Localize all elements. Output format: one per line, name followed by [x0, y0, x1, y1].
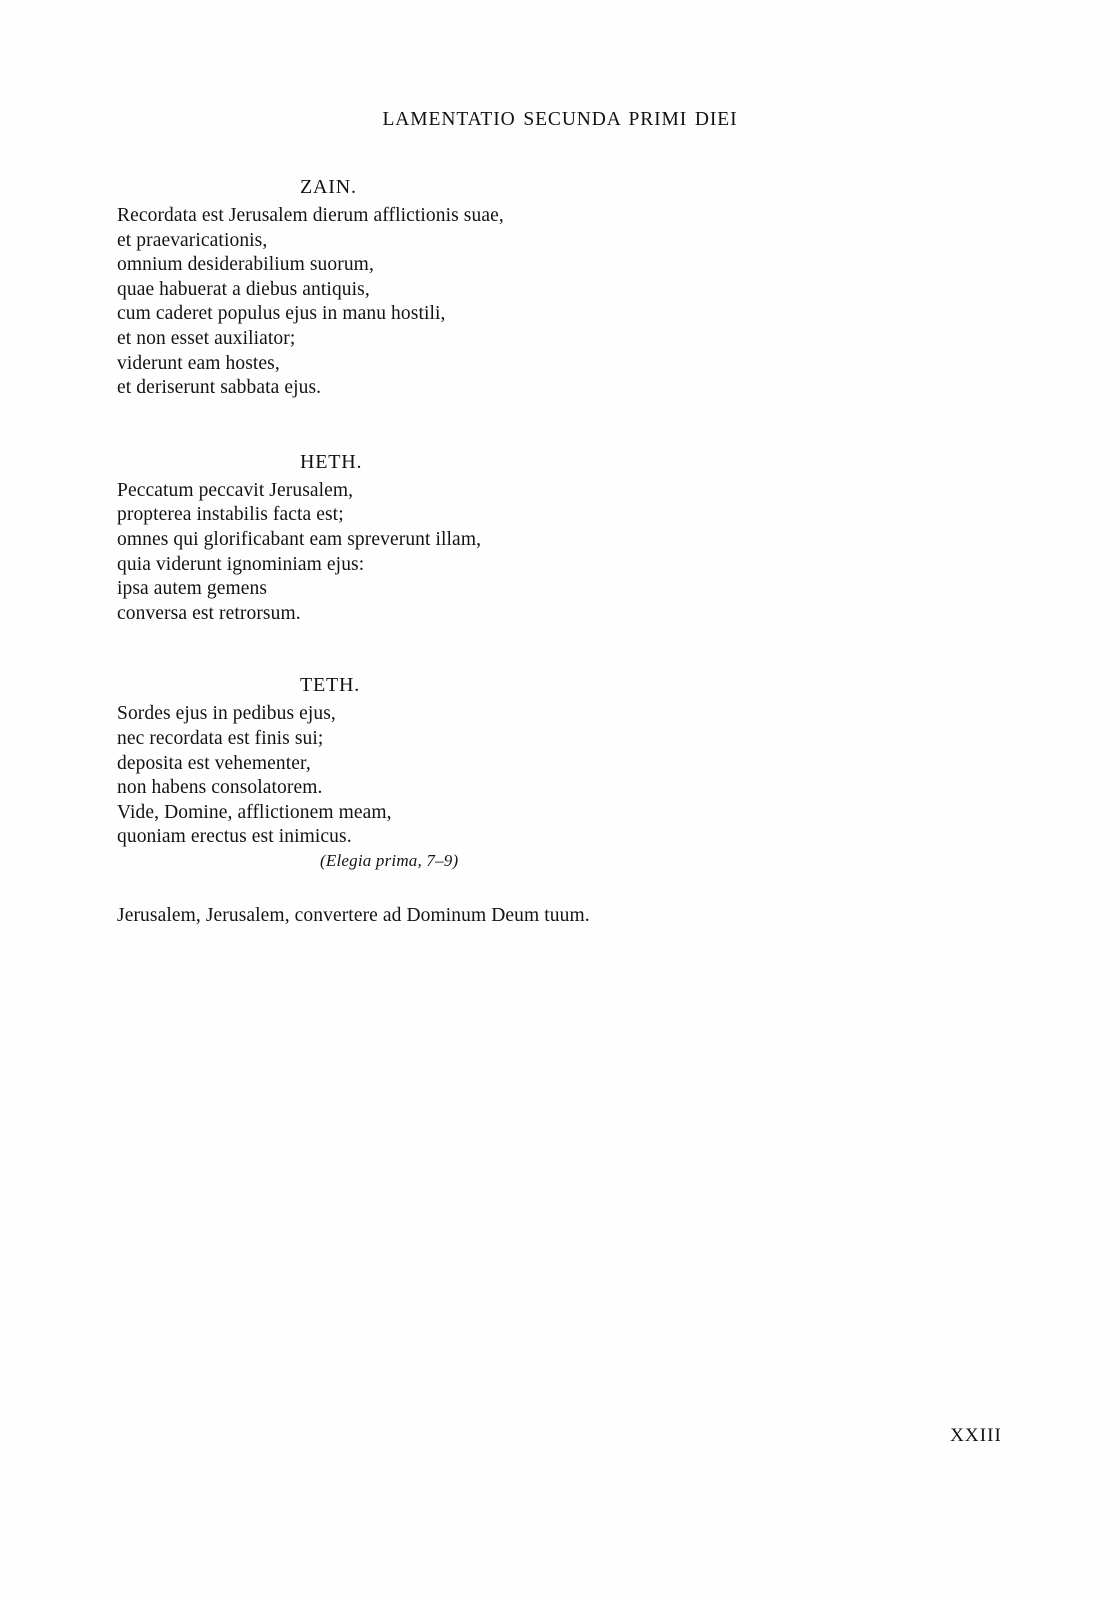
verse-line: nec recordata est finis sui; — [117, 727, 324, 749]
verse-line: omnes qui glorificabant eam spreverunt illam, — [117, 528, 482, 550]
closing-antiphon-line: Jerusalem, Jerusalem, convertere ad Dominum Deum tuum. — [117, 904, 590, 926]
verse-line: non habens consolatorem. — [117, 777, 323, 799]
verse-line: Sordes ejus in pedibus ejus, — [117, 703, 336, 725]
stanza-heading-zain: ZAIN. — [300, 176, 357, 198]
verse-line: deposita est vehementer, — [117, 752, 311, 774]
verse-lines-heth — [117, 479, 877, 627]
verse-line: et non esset auxiliator; — [117, 327, 296, 349]
verse-line: quae habuerat a diebus antiquis, — [117, 278, 370, 300]
verse-line: conversa est retrorsum. — [117, 602, 301, 624]
verse-line: Peccatum peccavit Jerusalem, — [117, 479, 354, 501]
body-text-block — [117, 176, 877, 928]
stanza-heading-teth: TETH. — [300, 674, 361, 697]
verse-line: Recordata est Jerusalem dierum afflictionis suae, — [117, 205, 504, 226]
page-number: XXIII — [950, 1425, 1002, 1446]
verse-line: omnium desiderabilium suorum, — [117, 254, 374, 276]
verse-line: quoniam erectus est inimicus. — [117, 826, 352, 848]
verse-line: Vide, Domine, afflictionem meam, — [117, 801, 392, 823]
verse-lines-teth — [117, 702, 877, 850]
stanza-heth — [117, 451, 877, 627]
verse-lines-zain — [117, 204, 877, 401]
stanza-zain — [117, 176, 877, 401]
stanza-teth — [117, 674, 877, 871]
verse-line: et praevaricationis, — [117, 229, 268, 251]
source-citation: (Elegia prima, 7–9) — [320, 850, 459, 870]
verse-line: propterea instabilis facta est; — [117, 504, 344, 526]
verse-line: viderunt eam hostes, — [117, 352, 280, 374]
verse-line: cum caderet populus ejus in manu hostili, — [117, 303, 446, 325]
stanza-heading-heth: HETH. — [300, 450, 363, 473]
running-header-title: LAMENTATIO SECUNDA PRIMI DIEI — [382, 109, 738, 130]
verse-line: quia viderunt ignominiam ejus: — [117, 553, 365, 575]
verse-line: ipsa autem gemens — [117, 578, 268, 600]
verse-line: et deriserunt sabbata ejus. — [117, 377, 322, 399]
